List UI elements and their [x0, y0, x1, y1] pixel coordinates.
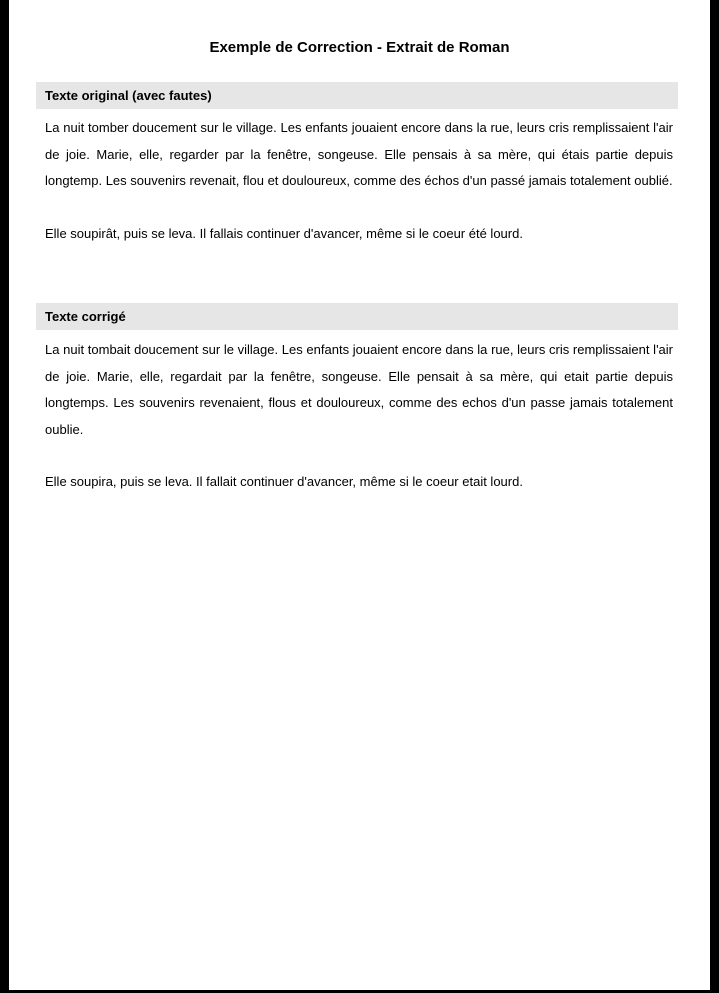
document-title: Exemple de Correction - Extrait de Roman: [209, 39, 510, 56]
document-page: [9, 0, 710, 990]
corrected-paragraph-2: Elle soupira, puis se leva. Il fallait continuer d'avancer, même si le coeur etait lourd.: [45, 474, 523, 489]
section-body-corrected: [45, 337, 673, 496]
corrected-paragraph-1: La nuit tombait doucement sur le village. Les enfants jouaient encore dans la rue, leurs cris remplissaient l'air de joie. Marie, elle, regardait par la fenêtre, songeuse. Elle pensait à sa mère, qui etait partie depuis longtemps. Les souvenirs revenaient, flous et douloureux, comme des echos d'un passe jamais totalement oublie.: [45, 342, 673, 437]
original-paragraph-2: Elle soupirât, puis se leva. Il fallais continuer d'avancer, même si le coeur été lourd.: [45, 225, 523, 241]
original-paragraph-1: La nuit tomber doucement sur le village. Les enfants jouaient encore dans la rue, leurs cris remplissaient l'air de joie. Marie, elle, regarder par la fenêtre, songeuse. Elle pensais à sa mère, qui étais partie depuis longtemp. Les souvenirs revenait, flou et douloureux, comme des échos d'un passé jamais totalement oublié.: [45, 120, 673, 188]
section-heading-corrected: Texte corrigé: [36, 303, 678, 330]
section-body-original: [45, 115, 673, 247]
section-heading-original: Texte original (avec fautes): [36, 82, 678, 109]
